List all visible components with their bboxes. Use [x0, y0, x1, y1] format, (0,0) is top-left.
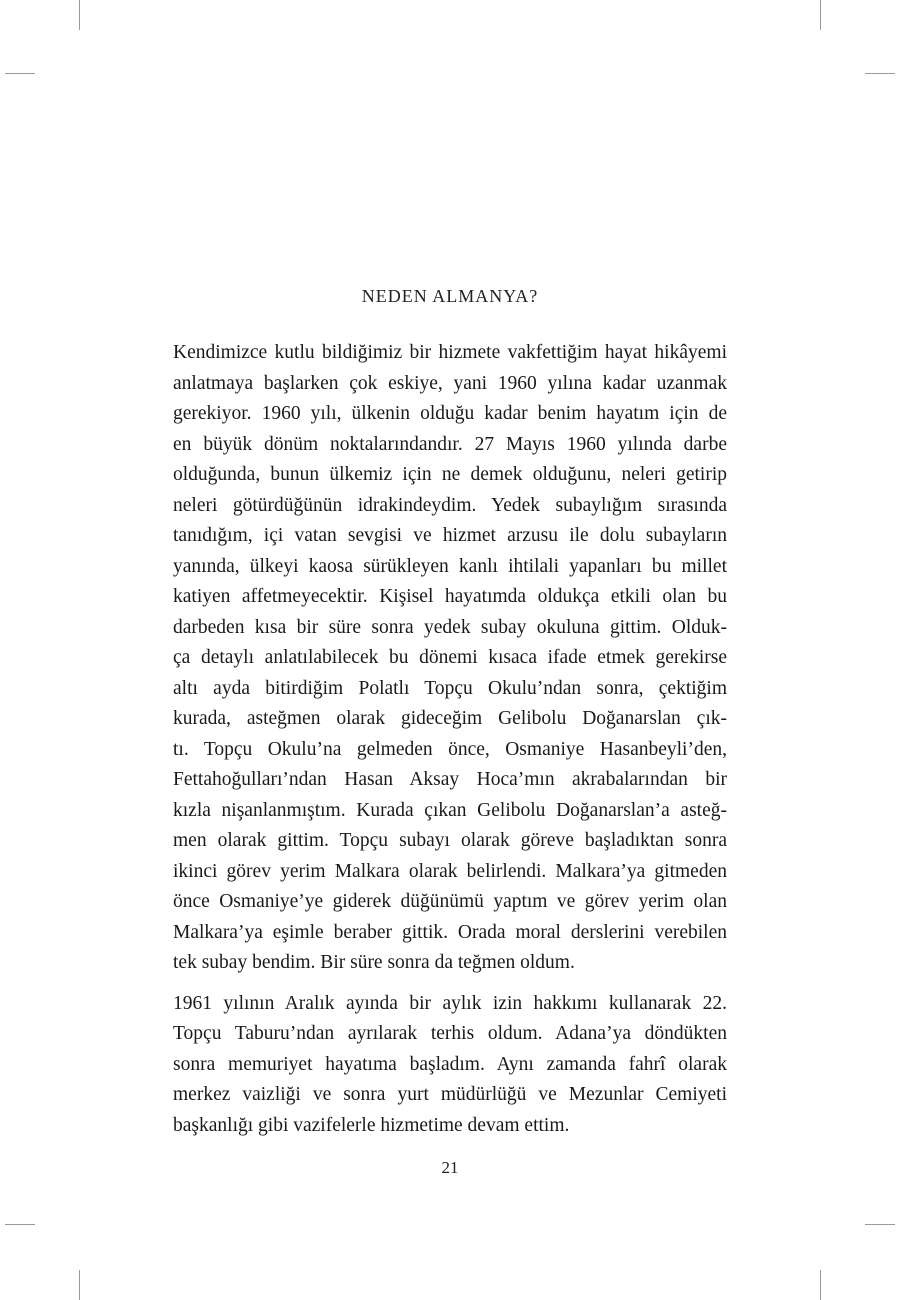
text-line: başkanlığı gibi vazifelerle hizmetime devam ettim.	[173, 1114, 570, 1136]
text-line: altı ayda bitirdiğim Polatlı Topçu Okulu’ndan sonra, çektiğim	[173, 677, 727, 699]
body-text	[173, 338, 727, 1141]
text-line: olduğunda, bunun ülkemiz için ne demek olduğunu, neleri getirip	[173, 464, 727, 485]
text-line: ça detaylı anlatılabilecek bu dönemi kısaca ifade etmek gerekirse	[173, 647, 727, 668]
text-line: anlatmaya başlarken çok eskiye, yani 1960 yılına kadar uzanmak	[173, 372, 727, 394]
text-line: Kendimizce kutlu bildiğimiz bir hizmete vakfettiğim hayat hikâyemi	[173, 342, 727, 363]
crop-mark-top-left	[79, 0, 80, 30]
crop-mark-bottom-right	[820, 1270, 821, 1300]
text-line: tı. Topçu Okulu’na gelmeden önce, Osmaniye Hasanbeyli’den,	[173, 738, 727, 760]
text-line: men olarak gittim. Topçu subayı olarak göreve başladıktan sonra	[173, 830, 727, 851]
text-line: ikinci görev yerim Malkara olarak belirlendi. Malkara’ya gitmeden	[173, 860, 727, 882]
text-line: Fettahoğulları’ndan Hasan Aksay Hoca’mın akrabalarından bir	[173, 769, 727, 790]
text-line: neleri götürdüğünün idrakindeydim. Yedek subaylığım sırasında	[173, 494, 727, 516]
crop-mark-top-right	[820, 0, 821, 30]
text-line: en büyük dönüm noktalarındandır. 27 Mayıs 1960 yılında darbe	[173, 433, 727, 455]
text-line: 1961 yılının Aralık ayında bir aylık izin hakkımı kullanarak 22.	[173, 992, 727, 1014]
text-line: kurada, asteğmen olarak gideceğim Gelibolu Doğanarslan çık-	[173, 708, 727, 729]
crop-mark-bottom-left	[79, 1270, 80, 1300]
paragraph-2	[173, 989, 727, 1142]
crop-mark-right-upper	[865, 73, 895, 74]
text-line: kızla nişanlanmıştım. Kurada çıkan Gelibolu Doğanarslan’a asteğ-	[173, 799, 727, 821]
text-line: katiyen affetmeyecektir. Kişisel hayatımda oldukça etkili olan bu	[173, 586, 727, 607]
text-line: önce Osmaniye’ye giderek düğünümü yaptım ve görev yerim olan	[173, 891, 727, 912]
text-line: merkez vaizliği ve sonra yurt müdürlüğü ve Mezunlar Cemiyeti	[173, 1084, 727, 1105]
text-line: Topçu Taburu’ndan ayrılarak terhis oldum. Adana’ya döndükten	[173, 1023, 727, 1044]
chapter-title: NEDEN ALMANYA?	[361, 286, 539, 306]
page-number: 21	[441, 1158, 459, 1177]
text-line: Malkara’ya eşimle beraber gittik. Orada moral derslerini verebilen	[173, 921, 727, 943]
paragraph-1	[173, 338, 727, 979]
text-line: gerekiyor. 1960 yılı, ülkenin olduğu kadar benim hayatım için de	[173, 403, 727, 424]
text-line: sonra memuriyet hayatıma başladım. Aynı zamanda fahrî olarak	[173, 1053, 727, 1075]
crop-mark-right-lower	[865, 1224, 895, 1225]
crop-mark-left-upper	[5, 73, 35, 74]
text-line: yanında, ülkeyi kaosa sürükleyen kanlı ihtilali yapanları bu millet	[173, 555, 727, 577]
text-line: darbeden kısa bir süre sonra yedek subay okuluna gittim. Olduk-	[173, 616, 727, 638]
text-line: tanıdığım, içi vatan sevgisi ve hizmet arzusu ile dolu subayların	[173, 525, 727, 546]
text-line: tek subay bendim. Bir süre sonra da teğmen oldum.	[173, 952, 575, 973]
crop-mark-left-lower	[5, 1224, 35, 1225]
